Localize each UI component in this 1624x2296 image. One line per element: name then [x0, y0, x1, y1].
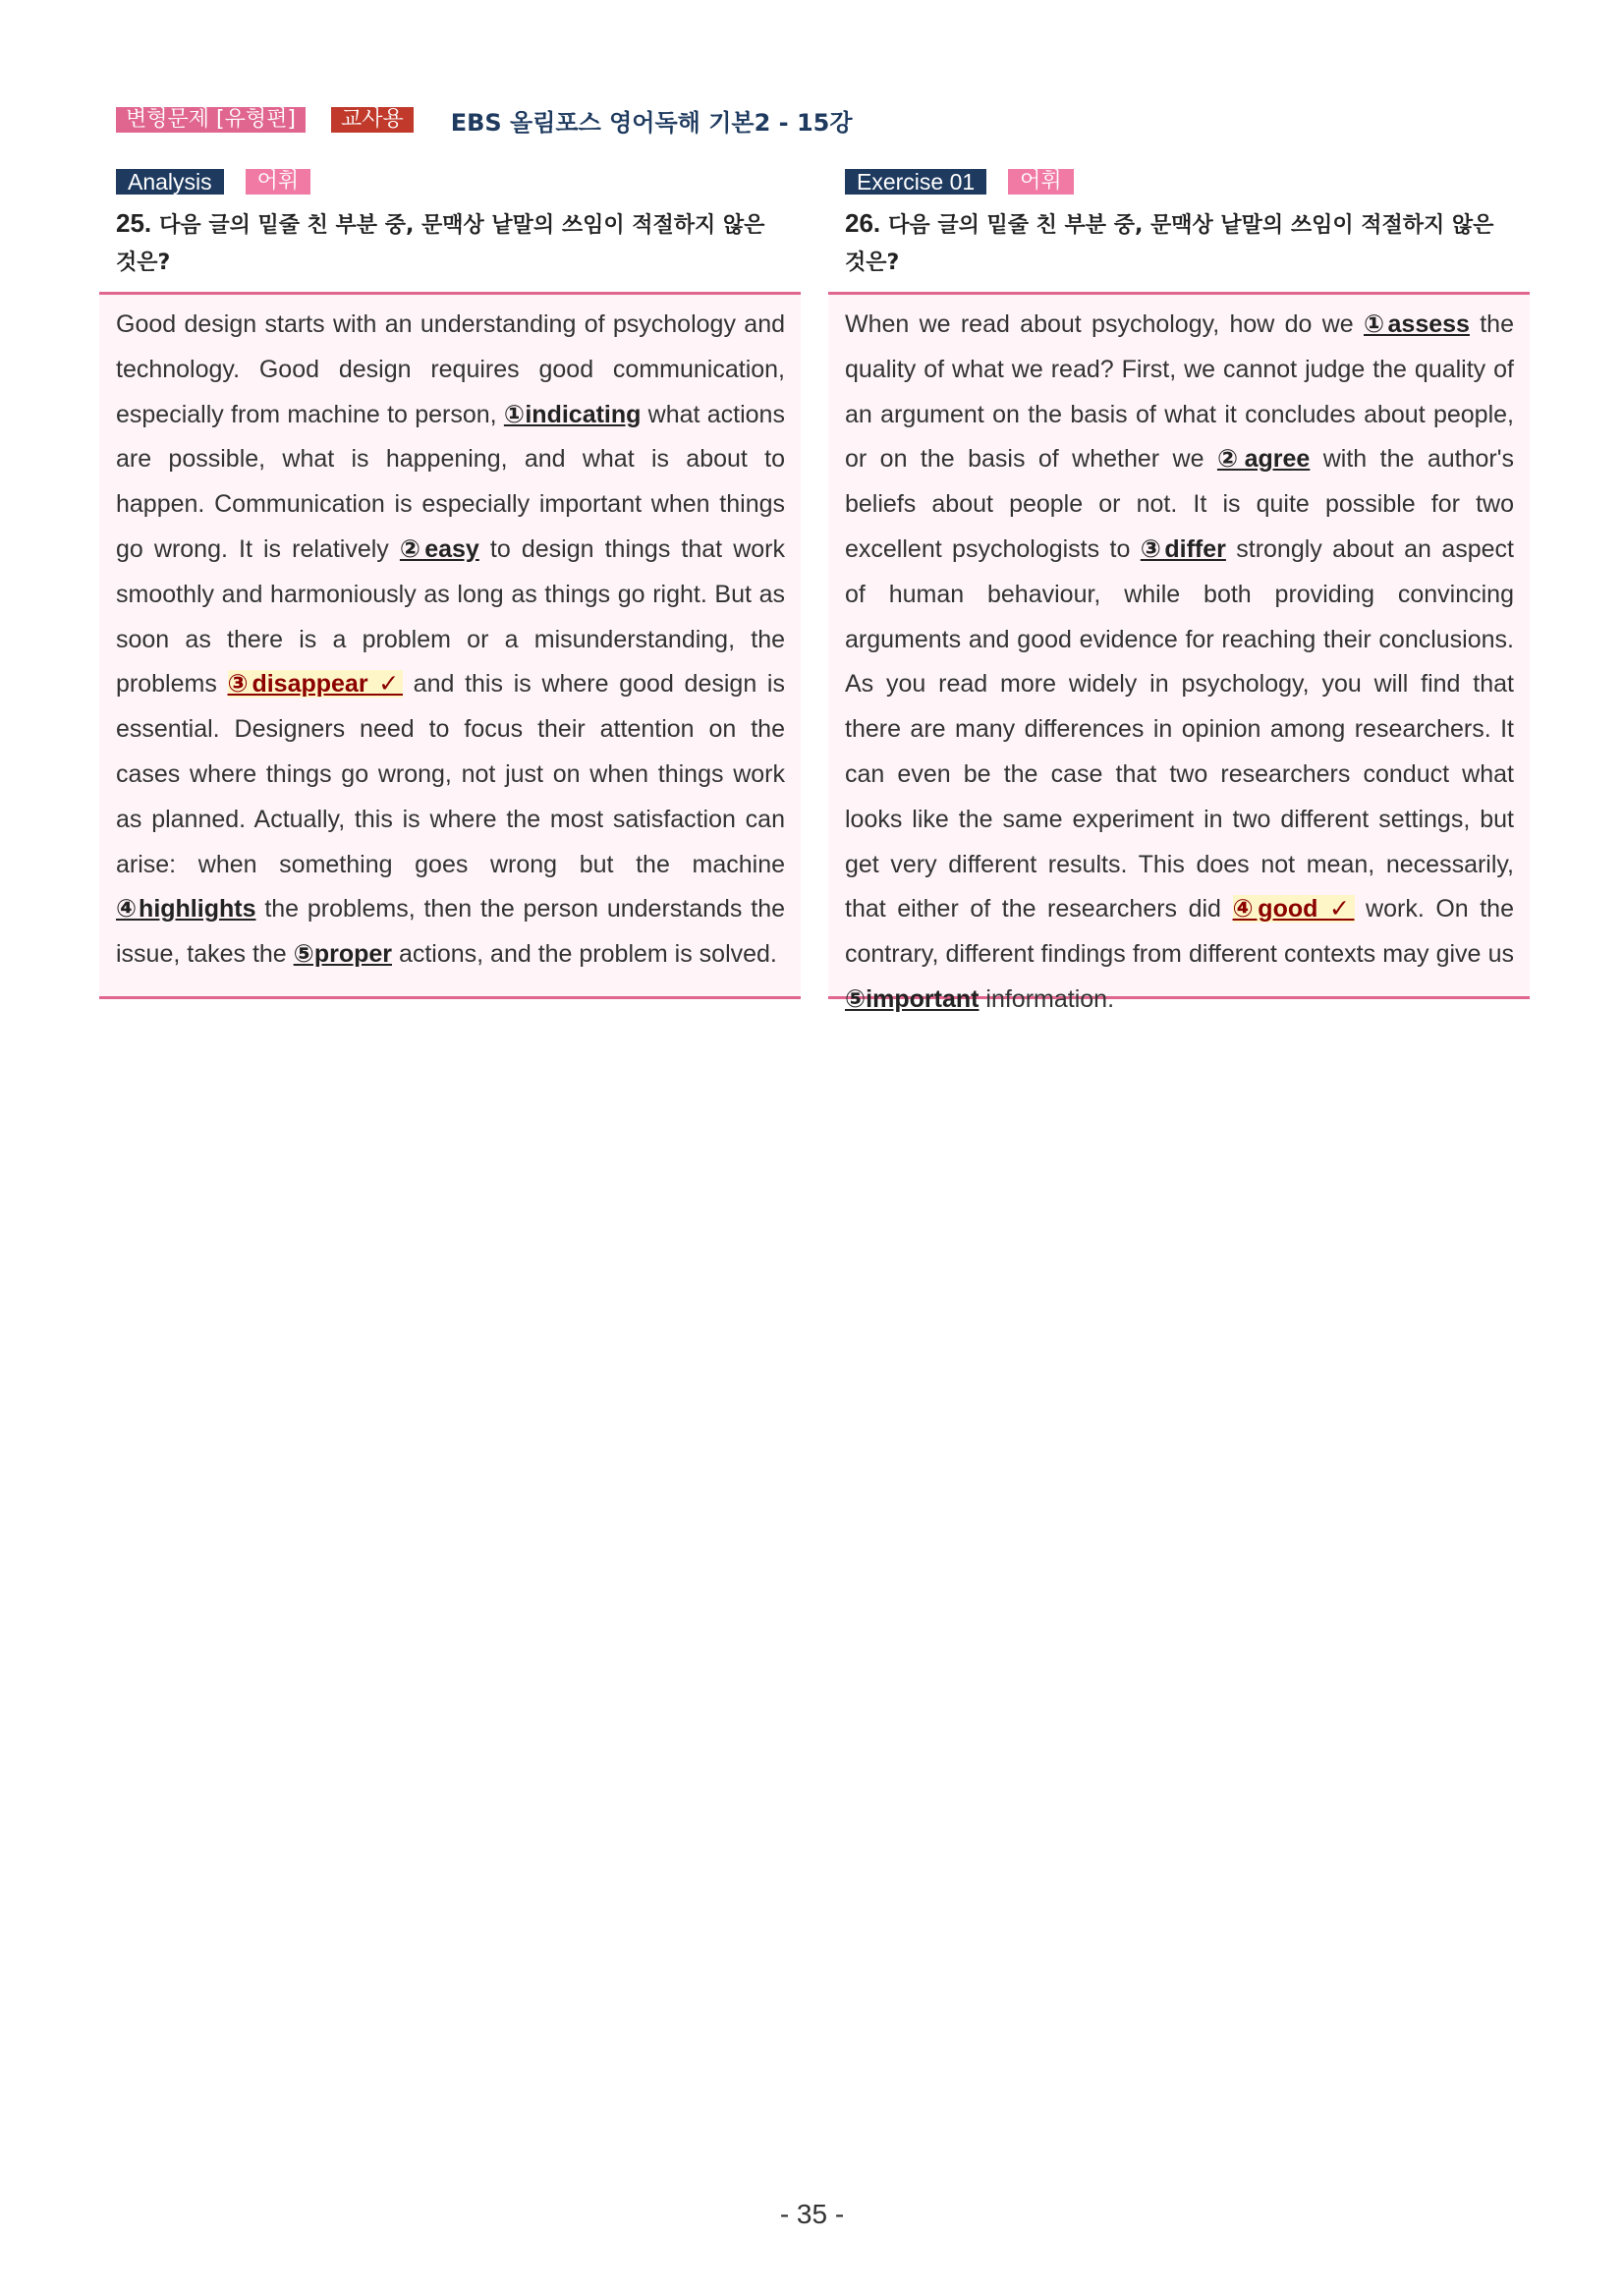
question-text: 다음 글의 밑줄 친 부분 중, 문맥상 낱말의 쓰임이 적절하지 않은 것은? [116, 213, 765, 275]
page-header [116, 106, 853, 137]
passage-segment: the quality of what we read? First, we cannot judge the quality of an argument on the basis of what it concludes about people, or on the basis of whether we [845, 310, 1514, 474]
question-25 [116, 204, 784, 282]
underlined-word: ③differ [1140, 534, 1226, 563]
passage-segment: the problems, then the person understands the issue, takes the [116, 895, 786, 969]
passage-segment: When we read about psychology, how do we [845, 310, 1364, 338]
passage-segment: strongly about an aspect of human behaviour, while both providing convincing arguments and good evidence for reaching their conclusions. As you read more widely in psychology, you will find that there are many differences in opinion among researchers. It can even be the case that two researchers conduct what looks like the same experiment in two different settings, but get very different results. This does not mean, necessarily, that either of the researchers did [845, 534, 1514, 924]
page-title: EBS 올림포스 영어독해 기본2 - 15강 [450, 108, 853, 137]
passage-segment: Good design starts with an understanding of psychology and technology. Good design requires good communication, especially from machine to person, [116, 310, 785, 428]
passage-box [828, 292, 1530, 1013]
passage-segment: what actions are possible, what is happening, and what is about to happen. Communication is especially important when things go wrong. It is relatively [116, 400, 785, 563]
passage-segment: and this is where good design is essential. Designers need to focus their attention on the cases where things go wrong, not just on when things work as planned. Actually, this is where the most satisfaction can arise: when something goes wrong but the machine [116, 670, 785, 878]
right-column [828, 169, 1530, 1013]
passage-segment: work. On the contrary, different findings from different contexts may give us [845, 895, 1514, 969]
left-labels [116, 169, 801, 195]
underlined-word: ⑤important [845, 984, 980, 1013]
exercise-label: Exercise 01 [845, 169, 986, 195]
type-tag: 변형문제 [유형편] [116, 107, 306, 133]
right-labels [845, 169, 1530, 195]
question-text: 다음 글의 밑줄 친 부분 중, 문맥상 낱말의 쓰임이 적절하지 않은 것은? [845, 213, 1494, 275]
underlined-word: ②agree [1216, 445, 1311, 474]
underlined-word: ①assess [1364, 310, 1470, 338]
question-number: 26. [845, 208, 881, 238]
passage-text [845, 303, 1514, 1023]
vocab-tag: 어휘 [1008, 169, 1074, 195]
underlined-word: ④highlights [116, 895, 256, 924]
underlined-word: ①indicating [503, 400, 642, 428]
passage-box [99, 292, 801, 999]
answer-word: ④good ✓ [1232, 895, 1355, 924]
underlined-word: ⑤proper [293, 940, 392, 969]
question-number: 25. [116, 208, 152, 238]
vocab-tag: 어휘 [246, 169, 311, 195]
page-number: - 35 - [779, 2199, 845, 2229]
passage-segment: actions, and the problem is solved. [392, 940, 777, 969]
passage-segment: information. [979, 984, 1115, 1013]
passage-text [116, 303, 785, 978]
left-column [99, 169, 801, 999]
teacher-tag: 교사용 [331, 107, 414, 133]
question-26 [845, 204, 1513, 282]
answer-word: ③disappear ✓ [227, 670, 403, 699]
passage-segment: to design things that work smoothly and harmoniously as long as things go right. But as soon as there is a problem or a misunderstanding, the problems [116, 534, 785, 699]
underlined-word: ②easy [399, 534, 479, 563]
passage-segment: with the author's beliefs about people or not. It is quite possible for two excellent psychologists to [845, 445, 1514, 563]
analysis-label: Analysis [116, 169, 224, 195]
